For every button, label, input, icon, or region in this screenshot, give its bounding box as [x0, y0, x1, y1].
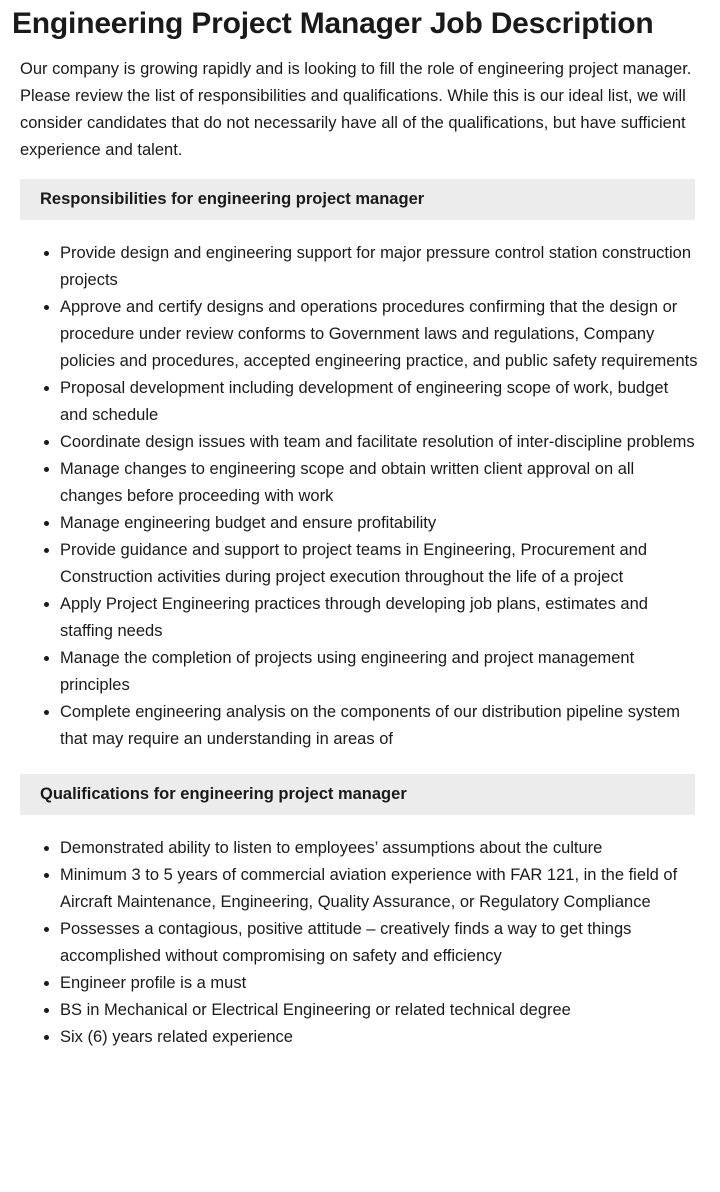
list-item: • Complete engineering analysis on the components of our distribution pipeline system that may require an understanding in areas of — [60, 699, 700, 753]
qualifications-heading: Qualifications for engineering project manager — [20, 774, 695, 815]
list-item: • Manage changes to engineering scope and obtain written client approval on all changes before proceeding with work — [60, 456, 700, 510]
list-item: • Manage the completion of projects using engineering and project management principles — [60, 645, 700, 699]
list-item: • Demonstrated ability to listen to employees’ assumptions about the culture — [60, 835, 700, 862]
list-item: • Six (6) years related experience — [60, 1024, 700, 1051]
list-item: • Engineer profile is a must — [60, 970, 700, 997]
qualifications-list — [20, 835, 700, 1051]
list-item: • Manage engineering budget and ensure profitability — [60, 510, 700, 537]
list-item: • BS in Mechanical or Electrical Engineering or related technical degree — [60, 997, 700, 1024]
page-title: Engineering Project Manager Job Description — [12, 7, 654, 40]
list-item: • Provide design and engineering support for major pressure control station construction projects — [60, 240, 700, 294]
list-item: • Minimum 3 to 5 years of commercial aviation experience with FAR 121, in the field of Aircraft Maintenance, Engineering, Quality Assurance, or Regulatory Compliance — [60, 862, 700, 916]
intro-paragraph: Our company is growing rapidly and is looking to fill the role of engineering project manager. Please review the list of responsibilities and qualifications. While this is our ideal list, we will consider candidates that do not necessarily have all of the qualifications, but have sufficient experience and talent. — [20, 60, 692, 159]
list-item: • Provide guidance and support to project teams in Engineering, Procurement and Construction activities during project execution throughout the life of a project — [60, 537, 700, 591]
responsibilities-list — [20, 240, 700, 753]
list-item: • Possesses a contagious, positive attitude – creatively finds a way to get things accomplished without compromising on safety and efficiency — [60, 916, 700, 970]
responsibilities-heading: Responsibilities for engineering project manager — [20, 179, 695, 220]
list-item: • Apply Project Engineering practices through developing job plans, estimates and staffing needs — [60, 591, 700, 645]
list-item: • Coordinate design issues with team and facilitate resolution of inter-discipline problems — [60, 429, 700, 456]
list-item: • Proposal development including development of engineering scope of work, budget and schedule — [60, 375, 700, 429]
list-item: • Approve and certify designs and operations procedures confirming that the design or procedure under review conforms to Government laws and regulations, Company policies and procedures, accepted engineering practice, and public safety requirements — [60, 294, 700, 375]
